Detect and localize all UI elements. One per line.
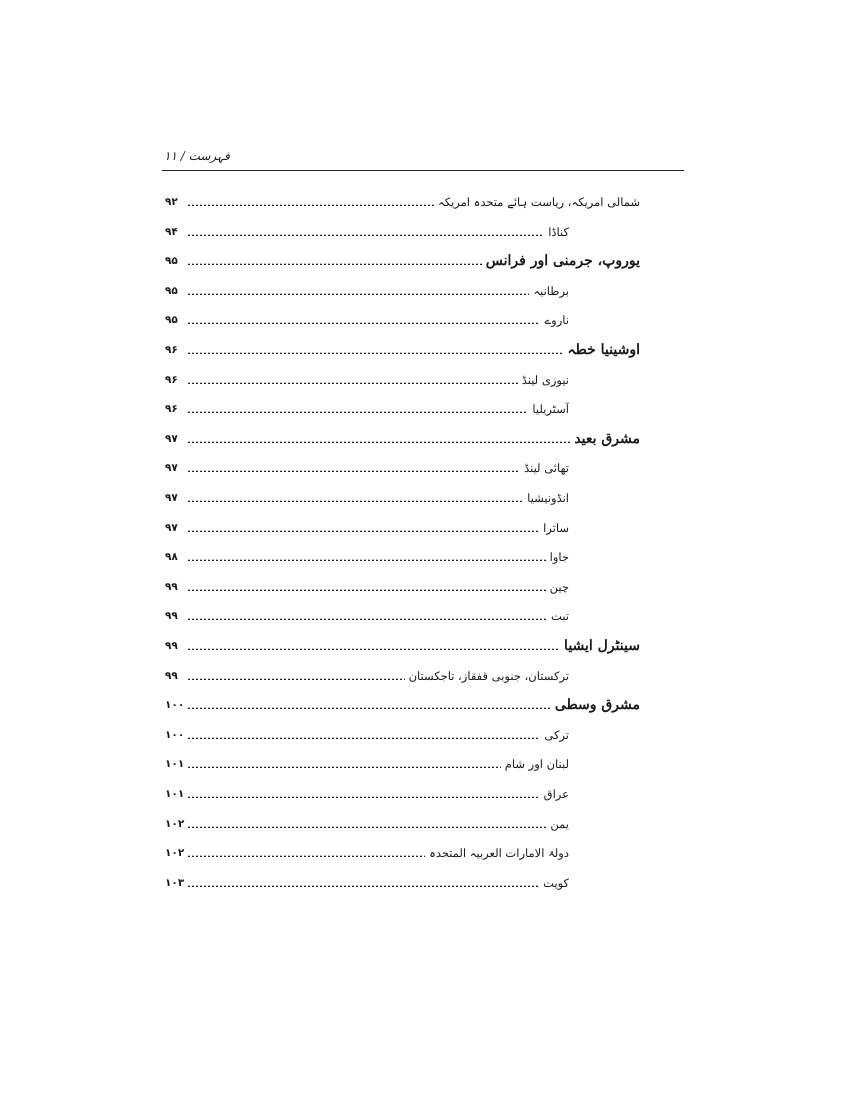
dot-leader xyxy=(187,678,405,680)
toc-entry-title: تبت xyxy=(551,609,569,624)
toc-page-number: ۹۹ xyxy=(165,610,178,623)
dot-leader xyxy=(187,559,546,561)
dot-leader xyxy=(187,441,570,443)
toc-section-title: مشرق بعید xyxy=(574,430,640,447)
dot-leader xyxy=(187,263,482,265)
toc-entry xyxy=(165,839,640,867)
toc-section-title: سینٹرل ایشیا xyxy=(564,638,640,654)
toc-section-title: اوشینیا خطہ xyxy=(567,342,640,358)
toc-entry-title: عراق xyxy=(543,787,569,801)
toc-page-number: ۹۶ xyxy=(165,344,178,356)
toc-page-number: ۱۰۱ xyxy=(165,758,185,771)
toc-section-title: مشرق وسطی xyxy=(554,697,640,714)
toc-entry-title: چین xyxy=(549,579,569,594)
toc-entry-title: کناڈا xyxy=(548,224,569,239)
dot-leader xyxy=(187,796,540,798)
toc-entry xyxy=(165,277,640,305)
toc-page-number: ۹۷ xyxy=(165,521,178,534)
toc-page-number: ۹۵ xyxy=(165,284,178,297)
toc-entry-title: آسٹریلیا xyxy=(532,402,569,417)
toc-page-number: ۱۰۰ xyxy=(165,699,185,712)
dot-leader xyxy=(187,618,547,620)
toc-entry-title: یمن xyxy=(550,816,569,831)
toc-entry-title: ساترا xyxy=(543,520,569,535)
dot-leader xyxy=(187,322,540,324)
toc-entry xyxy=(165,188,640,216)
toc-page-number: ۱۰۰ xyxy=(165,728,185,741)
toc-entry xyxy=(165,514,640,542)
toc-entry xyxy=(165,869,640,897)
toc-page-number: ۹۷ xyxy=(165,432,178,445)
toc-entry xyxy=(165,218,640,246)
dot-leader xyxy=(187,530,539,532)
toc-page-number: ۱۰۱ xyxy=(165,788,185,800)
toc-entry-title: دولۃ الامارات العربیہ المتحدہ xyxy=(429,846,569,861)
dot-leader xyxy=(187,589,546,591)
running-header: فہرست / ۱۱ xyxy=(164,149,230,163)
toc-entry xyxy=(165,810,640,838)
toc-page-number: ۹۸ xyxy=(165,551,178,564)
toc-entry xyxy=(165,573,640,601)
toc-entry-title: تھائی لینڈ xyxy=(524,461,569,476)
dot-leader xyxy=(187,204,434,206)
toc-entry-title: ترکی xyxy=(544,727,569,742)
toc-entry xyxy=(165,662,640,690)
toc-page-number: ۹۶ xyxy=(165,373,178,386)
toc-page-number: ۹۹ xyxy=(165,640,178,652)
toc-entry-title: کویت xyxy=(543,875,569,890)
toc-entry-title: جاوا xyxy=(549,550,569,565)
toc-page-number: ۹۶ xyxy=(165,403,178,416)
dot-leader xyxy=(187,737,540,739)
toc-entry xyxy=(165,454,640,482)
toc-page-number: ۹۷ xyxy=(165,492,178,504)
toc-page-number: ۱۰۲ xyxy=(165,817,185,830)
dot-leader xyxy=(187,470,520,472)
toc-entry xyxy=(165,306,640,334)
toc-section-title: یوروپ، جرمنی اور فرانس xyxy=(485,253,640,270)
toc-entry-title: نیوزی لینڈ xyxy=(521,372,569,387)
dot-leader xyxy=(187,885,539,887)
toc-page-number: ۹۷ xyxy=(165,462,178,475)
toc-entry xyxy=(165,336,640,364)
toc-entry xyxy=(165,750,640,778)
toc-entry xyxy=(165,247,640,275)
toc-entry-title: ناروے xyxy=(544,313,569,328)
toc-entry-title: ترکستان، جنوبی قفقاز، تاجکستان xyxy=(408,668,569,683)
toc-page-number: ۱۰۳ xyxy=(165,876,185,889)
toc-entry-title: شمالی امریکہ، ریاست ہائے متحدہ امریکہ xyxy=(437,195,640,209)
dot-leader xyxy=(187,855,425,857)
dot-leader xyxy=(187,411,528,413)
dot-leader xyxy=(187,500,523,502)
dot-leader xyxy=(187,352,563,354)
toc-page-number: ۹۵ xyxy=(165,255,178,268)
dot-leader xyxy=(187,648,560,650)
toc-entry-title: لبنان اور شام xyxy=(504,757,569,772)
toc-page-number: ۹۹ xyxy=(165,580,178,593)
toc-entry xyxy=(165,691,640,719)
toc-entry xyxy=(165,543,640,571)
dot-leader xyxy=(187,293,529,295)
dot-leader xyxy=(187,766,501,768)
toc-entry xyxy=(165,484,640,512)
toc-entry xyxy=(165,632,640,660)
dot-leader xyxy=(187,382,518,384)
dot-leader xyxy=(187,707,551,709)
toc-entry-title: انڈونیشیا xyxy=(527,491,569,505)
toc-page-number: ۱۰۲ xyxy=(165,847,185,860)
toc-page-number: ۹۵ xyxy=(165,314,178,327)
toc-entry xyxy=(165,395,640,423)
toc-entry xyxy=(165,721,640,749)
toc-page-number: ۹۹ xyxy=(165,669,178,682)
toc-page-number: ۹۴ xyxy=(165,225,178,238)
toc-entry xyxy=(165,425,640,453)
toc-entry xyxy=(165,780,640,808)
dot-leader xyxy=(187,234,544,236)
toc-entry xyxy=(165,602,640,630)
dot-leader xyxy=(187,826,546,828)
toc-entry-title: برطانیہ xyxy=(533,283,569,298)
toc-entry xyxy=(165,366,640,394)
toc-page-number: ۹۲ xyxy=(165,196,178,208)
